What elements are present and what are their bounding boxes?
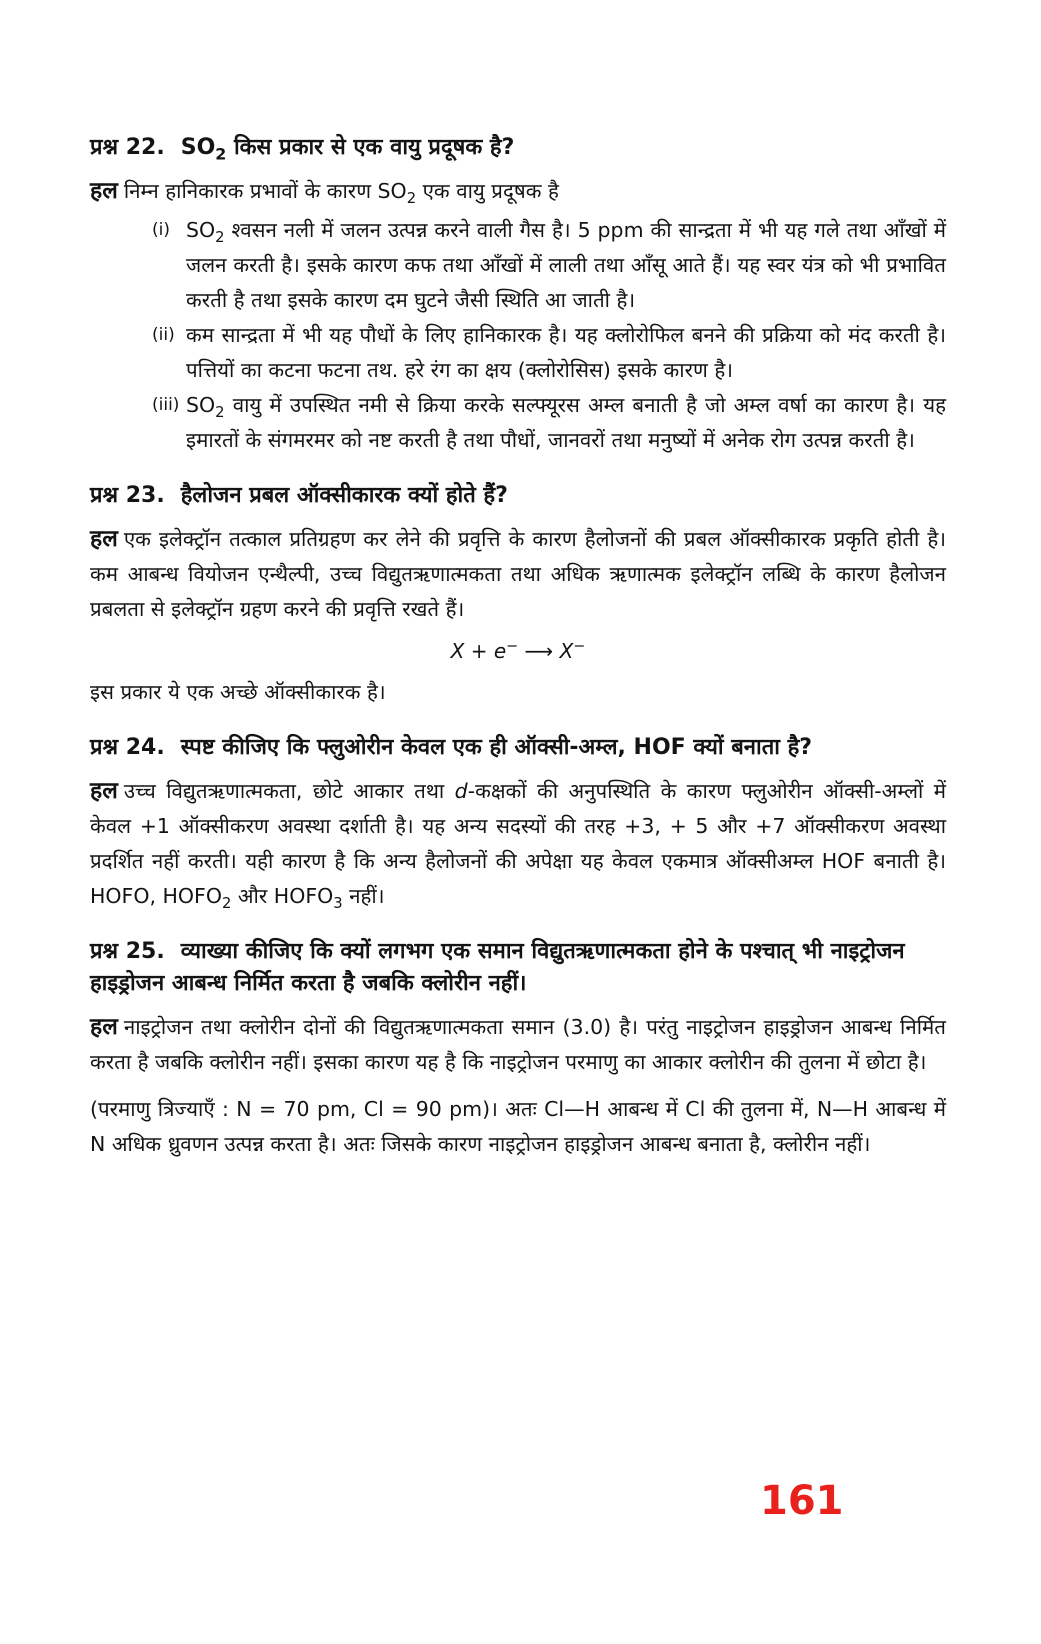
answer-24 bbox=[90, 774, 946, 914]
answer-22-label: हल bbox=[90, 178, 118, 204]
page-number: 161 bbox=[760, 1478, 844, 1524]
question-23 bbox=[90, 480, 946, 710]
answer-25-label: हल bbox=[90, 1014, 118, 1040]
question-23-heading bbox=[90, 480, 946, 512]
list-item-text: $SO_2$ श्वसन नली में जलन उत्पन्न करने वाली गैस है। 5 ppm की सान्द्रता में भी यह गले तथा आँखों में जलन करती है। इसके कारण कफ तथा आँखों में लाली तथा आँसू आते हैं। यह स्वर यंत्र को भी प्रभावित करती है तथा इसके कारण दम घुटने जैसी स्थिति आ जाती है। bbox=[186, 218, 946, 312]
question-25 bbox=[90, 936, 946, 1162]
question-22-title: $SO_2$ किस प्रकार से एक वायु प्रदूषक है? bbox=[180, 135, 515, 164]
answer-22-list bbox=[152, 213, 946, 458]
question-25-heading bbox=[90, 936, 946, 1000]
answer-24-label: हल bbox=[90, 778, 118, 804]
question-25-label: प्रश्न 25. bbox=[90, 939, 165, 964]
list-item-marker: (i) bbox=[152, 220, 170, 240]
equation: X + e− ⟶ X− bbox=[450, 638, 586, 663]
list-item-marker: (ii) bbox=[152, 325, 175, 345]
list-item bbox=[152, 388, 946, 458]
question-24 bbox=[90, 732, 946, 914]
question-22-heading bbox=[90, 132, 946, 164]
question-22-label: प्रश्न 22. bbox=[90, 135, 165, 160]
question-23-label: प्रश्न 23. bbox=[90, 483, 165, 508]
answer-25-text: नाइट्रोजन तथा क्लोरीन दोनों की विद्युतऋणात्मकता समान (3.0) है। परंतु नाइट्रोजन हाइड्रोजन आबन्ध निर्मित करता है जबकि क्लोरीन नहीं। इसका कारण यह है कि नाइट्रोजन परमाणु का आकार क्लोरीन की तुलना में छोटा है। bbox=[90, 1015, 946, 1074]
question-24-heading bbox=[90, 732, 946, 764]
answer-23 bbox=[90, 522, 946, 627]
question-25-title: व्याख्या कीजिए कि क्यों लगभग एक समान विद्युतऋणात्मकता होने के पश्चात् भी नाइट्रोजन हाइड्रोजन आबन्ध निर्मित करता है जबकि क्लोरीन नहीं। bbox=[90, 939, 905, 996]
answer-23-conclusion: इस प्रकार ये एक अच्छे ऑक्सीकारक है। bbox=[90, 680, 386, 704]
list-item bbox=[152, 213, 946, 318]
question-24-title: स्पष्ट कीजिए कि फ्लुओरीन केवल एक ही ऑक्सी-अम्ल, HOF क्यों बनाता है? bbox=[180, 735, 813, 760]
answer-22-intro-text: निम्न हानिकारक प्रभावों के कारण $SO_2$ एक वायु प्रदूषक है bbox=[123, 179, 559, 208]
question-24-label: प्रश्न 24. bbox=[90, 735, 165, 760]
question-23-title: हैलोजन प्रबल ऑक्सीकारक क्यों होते हैं? bbox=[180, 483, 508, 508]
answer-23-text: एक इलेक्ट्रॉन तत्काल प्रतिग्रहण कर लेने की प्रवृत्ति के कारण हैलोजनों की प्रबल ऑक्सीकारक प्रकृति होती है। कम आबन्ध वियोजन एन्थैल्पी, उच्च विद्युतऋणात्मकता तथा अधिक ऋणात्मक इलेक्ट्रॉन लब्धि के कारण हैलोजन प्रबलता से इलेक्ट्रॉन ग्रहण करने की प्रवृत्ति रखते हैं। bbox=[90, 527, 946, 621]
list-item-text: कम सान्द्रता में भी यह पौधों के लिए हानिकारक है। यह क्लोरोफिल बनने की प्रक्रिया को मंद करती है। पत्तियों का कटना फटना तथ. हरे रंग का क्षय (क्लोरोसिस) इसके कारण है। bbox=[186, 323, 946, 382]
answer-24-text: उच्च विद्युतऋणात्मकता, छोटे आकार तथा d-कक्षकों की अनुपस्थिति के कारण फ्लुओरीन ऑक्सी-अम्लों में केवल +1 ऑक्सीकरण अवस्था दर्शाती है। यह अन्य सदस्यों की तरह +3, + 5 और +7 ऑक्सीकरण अवस्था प्रदर्शित नहीं करती। यही कारण है कि अन्य हैलोजनों की अपेक्षा यह केवल एकमात्र ऑक्सीअम्ल HOF बनाती है। HOFO, $HOFO_2$ और $HOFO_3$ नहीं। bbox=[90, 779, 946, 913]
list-item-marker: (iii) bbox=[152, 395, 180, 415]
list-item bbox=[152, 318, 946, 388]
list-item-text: $SO_2$ वायु में उपस्थित नमी से क्रिया करके सल्फ्यूरस अम्ल बनाती है जो अम्ल वर्षा का कारण है। यह इमारतों के संगमरमर को नष्ट करती है तथा पौधों, जानवरों तथा मनुष्यों में अनेक रोग उत्पन्न करती है। bbox=[186, 393, 946, 452]
question-22 bbox=[90, 132, 946, 458]
answer-22-intro bbox=[90, 174, 946, 209]
answer-23-label: हल bbox=[90, 526, 118, 552]
answer-25 bbox=[90, 1010, 946, 1080]
answer-25-note: (परमाणु त्रिज्याएँ : N = 70 pm, Cl = 90 pm)। अतः Cl—H आबन्ध में Cl की तुलना में, N—H आबन्ध में N अधिक ध्रुवणन उत्पन्न करता है। अतः जिसके कारण नाइट्रोजन हाइड्रोजन आबन्ध बनाता है, क्लोरीन नहीं। bbox=[90, 1097, 946, 1156]
content bbox=[90, 132, 946, 1162]
